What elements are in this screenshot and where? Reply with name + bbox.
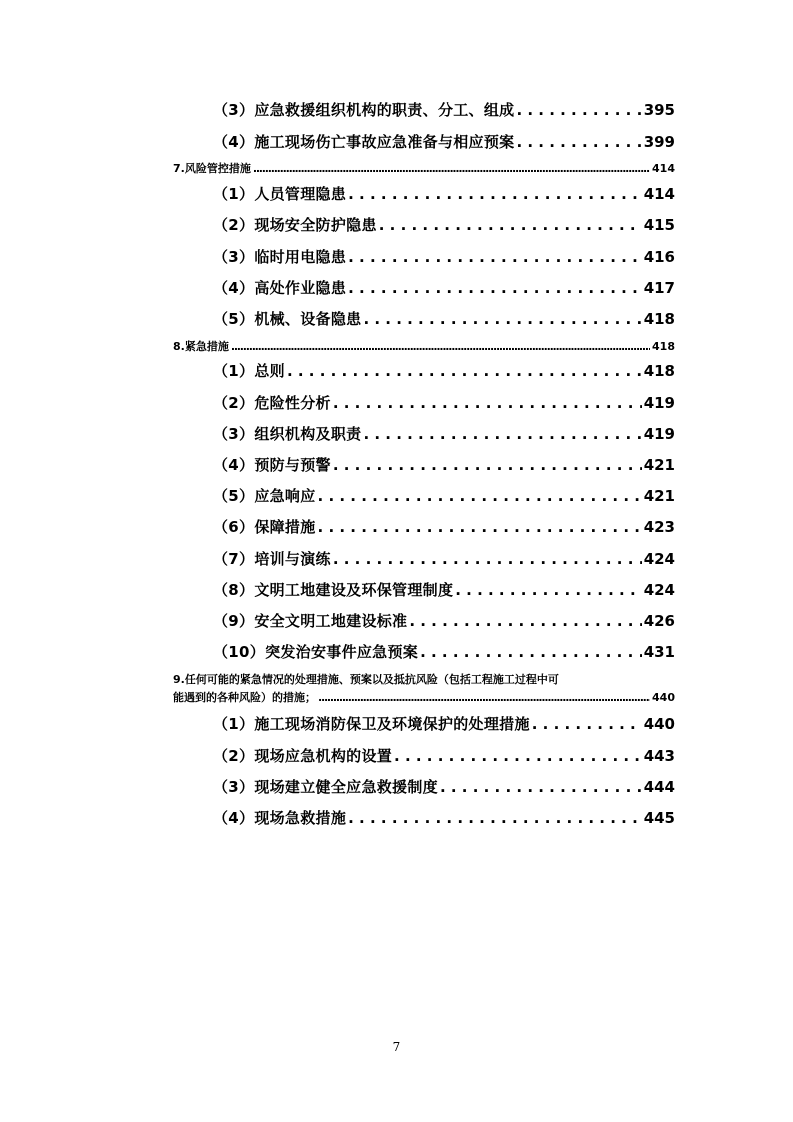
toc-page-number: 421 [643, 456, 675, 474]
toc-entry[interactable] [213, 641, 675, 663]
toc-page-number: 395 [643, 101, 675, 119]
toc-entry-label: （1）总则 [213, 362, 285, 380]
toc-leader-dots [516, 131, 641, 153]
toc-leader-dots [348, 183, 642, 205]
toc-entry[interactable] [213, 807, 675, 829]
toc-leader-dots [409, 610, 641, 632]
toc-entry-label: （2）现场应急机构的设置 [213, 747, 393, 765]
toc-page-number: 414 [643, 185, 675, 203]
toc-leader-dots [287, 360, 642, 382]
toc-page-number: 417 [643, 279, 675, 297]
toc-page-number: 418 [652, 340, 675, 353]
toc-page-number: 426 [643, 612, 675, 630]
toc-leader-dots [532, 713, 642, 735]
toc-page-number: 421 [643, 487, 675, 505]
toc-entry-label: （4）现场急救措施 [213, 809, 347, 827]
toc-leader-dots [420, 641, 642, 663]
toc-entry-label: （3）现场建立健全应急救援制度 [213, 778, 438, 796]
toc-entry-label: （6）保障措施 [213, 518, 316, 536]
toc-section-label: 8.紧急措施 [173, 340, 229, 353]
toc-page-number: 418 [643, 362, 675, 380]
toc-entry[interactable] [213, 131, 675, 153]
toc-leader-dots [333, 454, 642, 476]
toc-entry-label: （3）临时用电隐患 [213, 248, 347, 266]
toc-leader-dots [455, 579, 641, 601]
toc-page-number: 419 [643, 394, 675, 412]
toc-leader-dots [231, 339, 650, 355]
toc-entry[interactable] [213, 246, 675, 268]
toc-page-number: 440 [652, 691, 675, 704]
toc-page-number: 444 [643, 778, 675, 796]
toc-entry-label: （3）应急救援组织机构的职责、分工、组成 [213, 101, 515, 119]
toc-entry-label: （7）培训与演练 [213, 550, 331, 568]
toc-entry[interactable] [213, 745, 675, 767]
toc-leader-dots [318, 690, 650, 706]
toc-leader-dots [363, 423, 641, 445]
toc-entry[interactable] [213, 713, 675, 735]
toc-entry-label: （5）机械、设备隐患 [213, 310, 362, 328]
toc-leader-dots [318, 516, 642, 538]
toc-leader-dots [348, 277, 642, 299]
toc-entry[interactable] [213, 183, 675, 205]
toc-page-number: 419 [643, 425, 675, 443]
toc-leader-dots [440, 776, 642, 798]
toc-entry-label: （10）突发治安事件应急预案 [213, 643, 419, 661]
toc-entry-label: （1）人员管理隐患 [213, 185, 347, 203]
toc-page-number: 416 [643, 248, 675, 266]
toc-entry[interactable] [213, 485, 675, 507]
toc-section-entry[interactable] [173, 161, 675, 177]
toc-page-number: 399 [643, 133, 675, 151]
toc-entry-label: （4）高处作业隐患 [213, 279, 347, 297]
toc-leader-dots [379, 214, 642, 236]
toc-page-number: 418 [643, 310, 675, 328]
toc-section-entry[interactable] [173, 690, 675, 706]
toc-entry-label: （3）组织机构及职责 [213, 425, 362, 443]
toc-leader-dots [363, 308, 641, 330]
toc-leader-dots [333, 548, 642, 570]
toc-entry-label: （8）文明工地建设及环保管理制度 [213, 581, 454, 599]
toc-section-label: 7.风险管控措施 [173, 162, 251, 175]
toc-section-entry[interactable] [173, 339, 675, 355]
toc-entry[interactable] [213, 360, 675, 382]
toc-leader-dots [348, 246, 642, 268]
toc-entry[interactable] [213, 308, 675, 330]
toc-entry[interactable] [213, 610, 675, 632]
toc-entry[interactable] [213, 99, 675, 121]
toc-entry[interactable] [213, 579, 675, 601]
toc-page-number: 414 [652, 162, 675, 175]
toc-leader-dots [318, 485, 642, 507]
toc-entry[interactable] [213, 516, 675, 538]
toc-page-number: 443 [643, 747, 675, 765]
toc-entry-label: （9）安全文明工地建设标准 [213, 612, 408, 630]
toc-entry-label: （2）现场安全防护隐患 [213, 216, 377, 234]
toc-leader-dots [253, 161, 650, 177]
toc-entry[interactable] [213, 277, 675, 299]
toc-entry[interactable] [213, 423, 675, 445]
toc-entry-label: （5）应急响应 [213, 487, 316, 505]
toc-section-label-line1[interactable]: 9.任何可能的紧急情况的处理措施、预案以及抵抗风险（包括工程施工过程中可 [173, 673, 559, 686]
toc-leader-dots [348, 807, 642, 829]
toc-entry[interactable] [213, 548, 675, 570]
toc-page-number: 423 [643, 518, 675, 536]
toc-entry-label: （4）预防与预警 [213, 456, 331, 474]
toc-page-number: 415 [643, 216, 675, 234]
toc-entry-label: （4）施工现场伤亡事故应急准备与相应预案 [213, 133, 515, 151]
toc-entry-label: （2）危险性分析 [213, 394, 331, 412]
toc-page-number: 424 [643, 581, 675, 599]
toc-entry-label: （1）施工现场消防保卫及环境保护的处理措施 [213, 715, 530, 733]
page-number-footer: 7 [392, 1040, 401, 1054]
toc-page-number: 431 [643, 643, 675, 661]
toc-page-number: 445 [643, 809, 675, 827]
toc-page-number: 440 [643, 715, 675, 733]
toc-leader-dots [394, 745, 642, 767]
toc-entry[interactable] [213, 392, 675, 414]
toc-leader-dots [333, 392, 642, 414]
toc-entry[interactable] [213, 776, 675, 798]
toc-entry[interactable] [213, 214, 675, 236]
toc-section-label: 能遇到的各种风险）的措施； [173, 691, 316, 704]
toc-entry[interactable] [213, 454, 675, 476]
toc-page-number: 424 [643, 550, 675, 568]
toc-leader-dots [516, 99, 641, 121]
